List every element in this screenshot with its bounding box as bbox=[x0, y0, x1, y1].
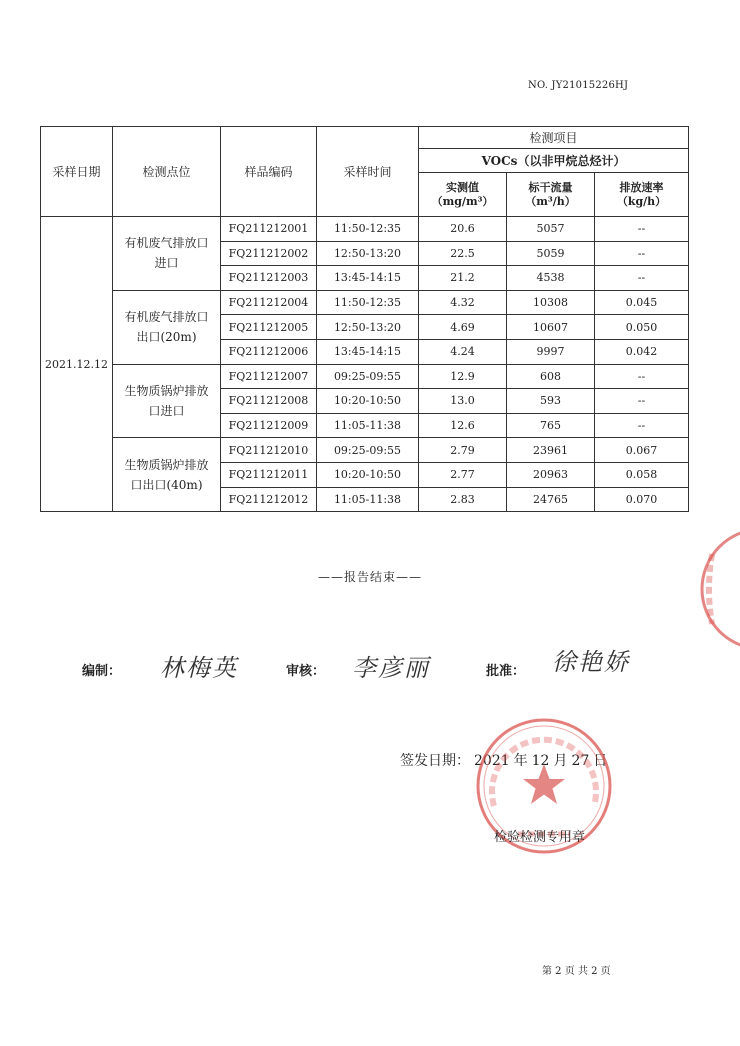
value-cell: 4.24 bbox=[419, 339, 507, 364]
time-cell: 09:25-09:55 bbox=[317, 438, 419, 463]
value-cell: 12.9 bbox=[419, 364, 507, 389]
header-sample-time: 采样时间 bbox=[317, 127, 419, 217]
value-cell: 2.77 bbox=[419, 462, 507, 487]
code-cell: FQ211212002 bbox=[221, 241, 317, 266]
value-cell: 21.2 bbox=[419, 266, 507, 291]
rate-cell: -- bbox=[595, 266, 689, 291]
rate-cell: 0.050 bbox=[595, 315, 689, 340]
time-cell: 09:25-09:55 bbox=[317, 364, 419, 389]
compiled-label: 编制： bbox=[82, 664, 122, 679]
inspection-seal-label: 检验检测专用章 bbox=[494, 830, 586, 845]
table-row bbox=[41, 438, 689, 463]
flow-cell: 24765 bbox=[507, 487, 595, 512]
code-cell: FQ211212003 bbox=[221, 266, 317, 291]
issue-month: 12 bbox=[531, 753, 550, 769]
time-cell: 13:45-14:15 bbox=[317, 266, 419, 291]
issue-year: 2021 bbox=[474, 753, 510, 769]
rate-label: 排放速率 bbox=[619, 180, 664, 194]
code-cell: FQ211212008 bbox=[221, 389, 317, 414]
report-number: NO. JY21015226HJ bbox=[528, 80, 629, 91]
value-cell: 2.79 bbox=[419, 438, 507, 463]
measured-label: 实测值 bbox=[446, 180, 479, 194]
header-date: 采样日期 bbox=[41, 127, 113, 217]
rate-cell: 0.045 bbox=[595, 290, 689, 315]
flow-cell: 765 bbox=[507, 413, 595, 438]
review-signature: 李彦丽 bbox=[352, 654, 430, 682]
header-test-items: 检测项目 bbox=[419, 127, 689, 149]
flow-cell: 10308 bbox=[507, 290, 595, 315]
approve-signature: 徐艳娇 bbox=[552, 648, 630, 676]
issue-day: 27 bbox=[571, 753, 590, 769]
report-end: ——报告结束—— bbox=[317, 570, 422, 584]
flow-cell: 5057 bbox=[507, 217, 595, 242]
flow-cell: 23961 bbox=[507, 438, 595, 463]
header-location: 检测点位 bbox=[113, 127, 221, 217]
value-cell: 22.5 bbox=[419, 241, 507, 266]
time-cell: 11:50-12:35 bbox=[317, 290, 419, 315]
issue-day-char: 日 bbox=[593, 753, 608, 769]
issue-month-char: 月 bbox=[553, 753, 568, 769]
value-cell: 4.69 bbox=[419, 315, 507, 340]
table-row bbox=[41, 217, 689, 242]
page-number: 第 2 页 共 2 页 bbox=[542, 966, 611, 977]
time-cell: 11:05-11:38 bbox=[317, 413, 419, 438]
value-cell: 4.32 bbox=[419, 290, 507, 315]
rate-cell: -- bbox=[595, 364, 689, 389]
code-cell: FQ211212012 bbox=[221, 487, 317, 512]
time-cell: 11:05-11:38 bbox=[317, 487, 419, 512]
measured-unit: （mg/m³） bbox=[431, 194, 494, 208]
code-cell: FQ211212005 bbox=[221, 315, 317, 340]
rate-cell: -- bbox=[595, 217, 689, 242]
rate-cell: -- bbox=[595, 413, 689, 438]
header-flow bbox=[507, 173, 595, 217]
code-cell: FQ211212004 bbox=[221, 290, 317, 315]
time-cell: 12:50-13:20 bbox=[317, 241, 419, 266]
time-cell: 12:50-13:20 bbox=[317, 315, 419, 340]
time-cell: 11:50-12:35 bbox=[317, 217, 419, 242]
rate-cell: 0.058 bbox=[595, 462, 689, 487]
flow-cell: 4538 bbox=[507, 266, 595, 291]
location-cell: 有机废气排放口出口(20m) bbox=[113, 290, 221, 364]
flow-cell: 593 bbox=[507, 389, 595, 414]
code-cell: FQ211212011 bbox=[221, 462, 317, 487]
value-cell: 2.83 bbox=[419, 487, 507, 512]
value-cell: 12.6 bbox=[419, 413, 507, 438]
review-label: 审核： bbox=[286, 664, 326, 679]
code-cell: FQ211212001 bbox=[221, 217, 317, 242]
time-cell: 10:20-10:50 bbox=[317, 389, 419, 414]
rate-cell: -- bbox=[595, 241, 689, 266]
date-cell: 2021.12.12 bbox=[41, 217, 113, 512]
results-table bbox=[40, 126, 689, 512]
time-cell: 10:20-10:50 bbox=[317, 462, 419, 487]
code-cell: FQ211212010 bbox=[221, 438, 317, 463]
location-cell: 生物质锅炉排放口出口(40m) bbox=[113, 438, 221, 512]
value-cell: 13.0 bbox=[419, 389, 507, 414]
flow-cell: 608 bbox=[507, 364, 595, 389]
header-rate bbox=[595, 173, 689, 217]
flow-cell: 9997 bbox=[507, 339, 595, 364]
code-cell: FQ211212009 bbox=[221, 413, 317, 438]
flow-label: 标干流量 bbox=[528, 180, 573, 194]
header-vocs: VOCs（以非甲烷总烃计） bbox=[419, 149, 689, 173]
flow-cell: 5059 bbox=[507, 241, 595, 266]
approve-label: 批准： bbox=[486, 664, 526, 679]
table-row bbox=[41, 364, 689, 389]
time-cell: 13:45-14:15 bbox=[317, 339, 419, 364]
flow-unit: （m³/h） bbox=[525, 194, 576, 208]
code-cell: FQ211212007 bbox=[221, 364, 317, 389]
seam-stamp bbox=[700, 524, 740, 654]
issue-year-char: 年 bbox=[513, 753, 528, 769]
header-measured bbox=[419, 173, 507, 217]
code-cell: FQ211212006 bbox=[221, 339, 317, 364]
issue-label: 签发日期： bbox=[400, 753, 470, 769]
flow-cell: 10607 bbox=[507, 315, 595, 340]
rate-unit: （kg/h） bbox=[616, 194, 667, 208]
table-row bbox=[41, 290, 689, 315]
compiled-signature: 林梅英 bbox=[160, 654, 238, 682]
header-sample-code: 样品编码 bbox=[221, 127, 317, 217]
flow-cell: 20963 bbox=[507, 462, 595, 487]
location-cell: 生物质锅炉排放口进口 bbox=[113, 364, 221, 438]
rate-cell: 0.067 bbox=[595, 438, 689, 463]
location-cell: 有机废气排放口进口 bbox=[113, 217, 221, 291]
rate-cell: 0.070 bbox=[595, 487, 689, 512]
rate-cell: -- bbox=[595, 389, 689, 414]
value-cell: 20.6 bbox=[419, 217, 507, 242]
rate-cell: 0.042 bbox=[595, 339, 689, 364]
